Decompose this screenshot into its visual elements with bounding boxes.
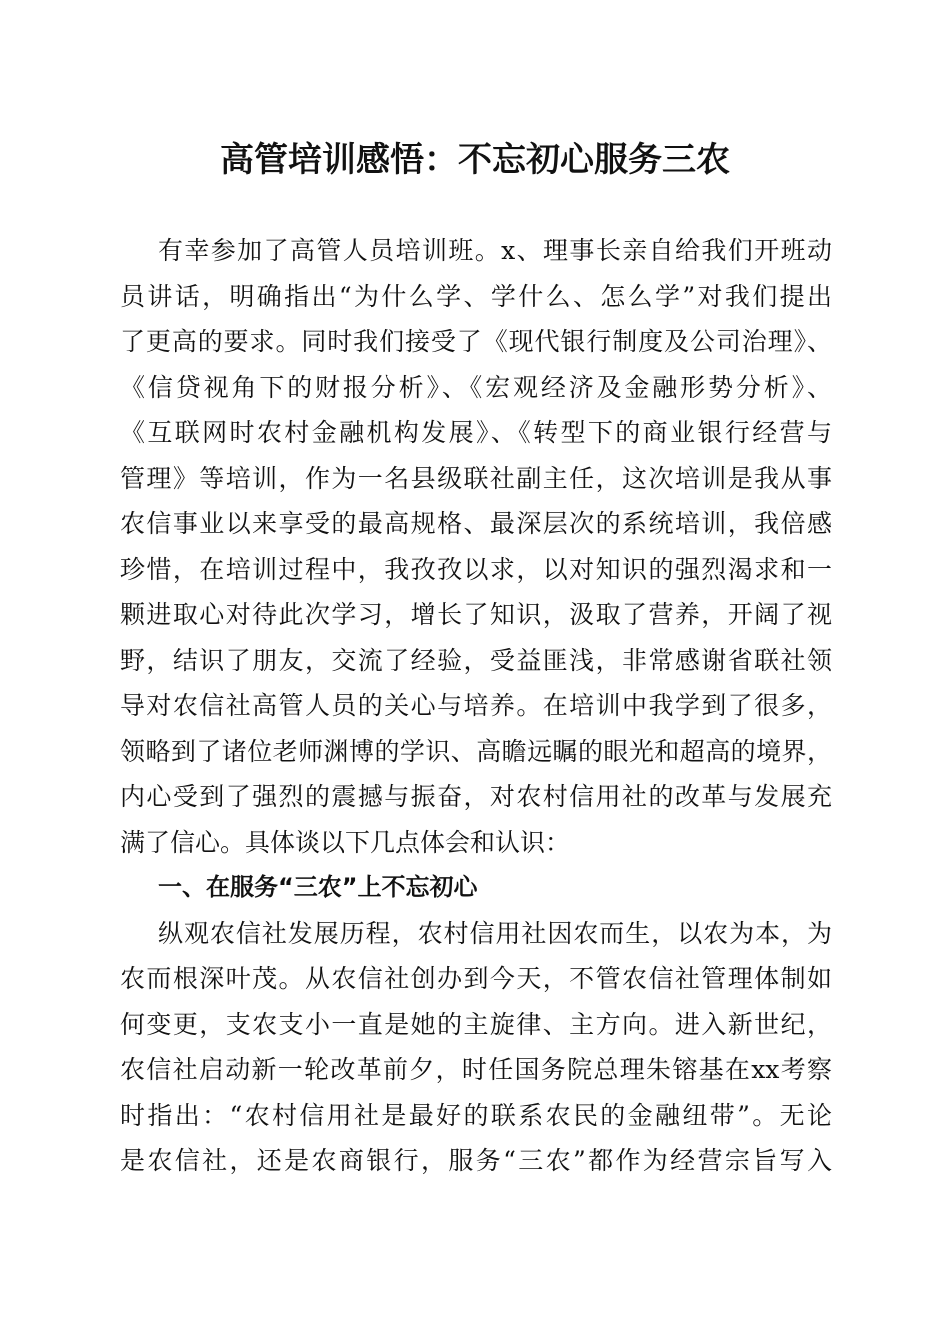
- paragraph-line: 何变更，支农支小一直是她的主旋律、主方向。进入新世纪，: [120, 1009, 832, 1039]
- paragraph-1: [120, 228, 832, 865]
- paragraph-line: 管理》等培训，作为一名县级联社副主任，这次培训是我从事: [120, 463, 832, 493]
- paragraph-line: 了更高的要求。同时我们接受了《现代银行制度及公司治理》、: [120, 327, 832, 356]
- paragraph-line: 领略到了诸位老师渊博的学识、高瞻远瞩的眼光和超高的境界，: [120, 736, 832, 766]
- section-heading: 一、在服务“三农”上不忘初心: [158, 873, 478, 901]
- paragraph-line: 野，结识了朋友，交流了经验，受益匪浅，非常感谢省联社领: [120, 645, 832, 675]
- paragraph-line: 内心受到了强烈的震撼与振奋，对农村信用社的改革与发展充: [120, 782, 832, 811]
- paragraph-line: 珍惜，在培训过程中，我孜孜以求，以对知识的强烈渴求和一: [120, 554, 832, 584]
- paragraph-2: [120, 911, 832, 1184]
- paragraph-line: 时指出：“农村信用社是最好的联系农民的金融纽带”。无论: [120, 1100, 832, 1130]
- paragraph-line: 农信事业以来享受的最高规格、最深层次的系统培训，我倍感: [120, 509, 832, 538]
- paragraph-line: 颗进取心对待此次学习，增长了知识，汲取了营养，开阔了视: [120, 600, 832, 629]
- paragraph-line: 农而根深叶茂。从农信社创办到今天，不管农信社管理体制如: [120, 964, 832, 993]
- paragraph-line: 是农信社，还是农商银行，服务“三农”都作为经营宗旨写入: [120, 1146, 832, 1175]
- paragraph-line: 《互联网时农村金融机构发展》、《转型下的商业银行经营与: [120, 418, 832, 447]
- paragraph-line: 《信贷视角下的财报分析》、《宏观经济及金融形势分析》、: [120, 372, 832, 402]
- paragraph-line: 有幸参加了高管人员培训班。x、理事长亲自给我们开班动: [158, 236, 832, 265]
- paragraph-line: 满了信心。具体谈以下几点体会和认识：: [120, 827, 571, 857]
- document-body: [120, 228, 832, 1184]
- paragraph-line: 纵观农信社发展历程，农村信用社因农而生，以农为本，为: [158, 918, 832, 948]
- paragraph-line: 农信社启动新一轮改革前夕，时任国务院总理朱镕基在xx考察: [120, 1055, 832, 1084]
- document-title: 高管培训感悟：不忘初心服务三农: [220, 140, 730, 180]
- paragraph-line: 导对农信社高管人员的关心与培养。在培训中我学到了很多，: [120, 691, 832, 720]
- paragraph-line: 员讲话，明确指出“为什么学、学什么、怎么学”对我们提出: [120, 281, 832, 311]
